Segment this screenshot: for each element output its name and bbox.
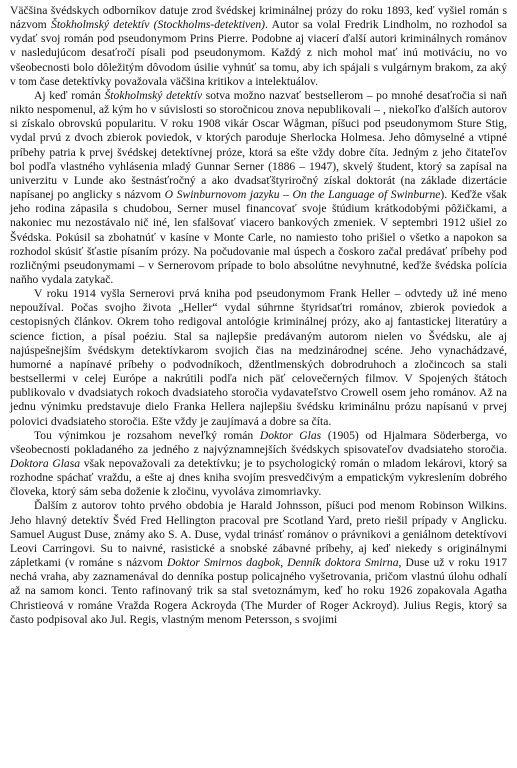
paragraph-1: Väčšina švédskych odborníkov datuje zrod švédskej kriminálnej prózy do roku 1893, keď vyšiel román s názvom Štokholmský detektív (Stockholms-detektiven). Autor sa volal Fredrik Lindholm, no rozhodol sa vydať svoj román pod pseudonymom Prins Pierre. Podobne aj viacerí ďalší autori kriminálnych románov v nasledujúcom desaťročí písali pod pseudonymom. Každý z nich mohol mať inú motiváciu, no vo všeobecnosti bolo dôležitým dôvodom úsilie vyhnúť sa tomu, aby ich spájali s vulgárnym brakom, za aký v tom čase detektívky považovala väčšina kritikov a intelektuálov.	[10, 4, 507, 88]
paragraph-3: V roku 1914 vyšla Sernerovi prvá kniha pod pseudonymom Frank Heller – odvtedy už iné meno nepoužíval. Počas svojho života „Heller“ vydal súhrnne štyridsaťtri románov, zbierok poviedok a cestopisných článkov. Okrem toho redigoval antológie kriminálnej prózy, ako aj fantastickej literatúry a science fiction, a písal poéziu. Stal sa najlepšie predávaným autorom nielen vo Švédsku, ale aj najúspešnejším švédskym detektívkarom svojich čias na medzinárodnej scéne. Jeho vynachádzavé, humorné a napínavé príbehy o podvodníkoch, džentlmenských dobrodruhoch a zločincoch sa stali bestsellermi v celej Európe a nakrútili podľa nich päť celovečerných filmov. V Spojených štátoch publikovalo v dvadsiatych rokoch dvadsiateho storočia vydavateľstvo Crowell osem jeho románov. Až na jednu výnimku predstavuje dielo Franka Hellera najlepšiu švédsku kriminálnu prózu napísanú v prvej polovici dvadsiateho storočia. Ešte vždy je zaujímavá a dobre sa číta.	[10, 287, 507, 428]
paragraph-2: Aj keď román Štokholmský detektív sotva možno nazvať bestsellerom – po mnohé desaťročia si naň nikto nespomenul, až kým ho v súvislosti so storočnicou znova nepublikovali – , niekoľko ďalších autorov si získalo obrovskú popularitu. V roku 1908 vikár Oscar Wågman, píšuci pod pseudonymom Sture Stig, vydal prvú z dvoch zbierok poviedok, v ktorých paroduje Sherlocka Holmesa. Jeho dômyselné a vtipné príbehy patria k prvej švédskej detektívnej próze, ktorá sa ešte vždy dobre číta. Jedným z jeho čitateľov bol podľa vlastného vyhlásenia mladý Gunnar Serner (1886 – 1947), skvelý študent, ktorý sa zapísal na univerzitu v Lunde ako šestnásťročný a ako dvadsaťštyriročný získal doktorát (na základe dizertácie napísanej po anglicky s názvom O Swinburnovom jazyku – On the Language of Swinburne). Keďže však jeho rodina zápasila s chudobou, Serner musel financovať svoje štúdium krátkodobými pôžičkami, a nakoniec mu nezostávalo nič iné, len sfalšovať viacero bankových zmeniek. V septembri 1912 ušiel zo Švédska. Pokúsil sa zbohatnúť v kasíne v Monte Carle, no namiesto toho prišiel o všetko a napokon sa rozhodol skúsiť šťastie písaním prózy. Na počudovanie mal úspech a čoskoro začal predávať príbehy pod rozličnými pseudonymami – v Sernerovom prípade to bolo absolútne nevyhnutné, keďže švédska polícia naňho vydala zatykač.	[10, 88, 507, 286]
paragraph-5: Ďalším z autorov tohto prvého obdobia je Harald Johnsson, píšuci pod menom Robinson Wilkins. Jeho hlavný detektív Švéd Fred Hellington pracoval pre Scotland Yard, preto riešil prípady v Anglicku. Samuel August Duse, známy ako S. A. Duse, vydal trinásť románov o právnikovi a geniálnom detektívovi Leovi Carringovi. Su to naivné, rasistické a snobské zábavné príbehy, aj keď niekedy s originálnymi zápletkami (v románe s názvom Doktor Smirnos dagbok, Denník doktora Smirna, Duse už v roku 1917 nechá vraha, aby zaznamenával do denníka postup policajného vyšetrovania, pričom vlastnú úlohu odhalí až na samom konci. Tento rafinovaný trik sa stal svetoznámym, keď ho roku 1926 zopakovala Agatha Christieová v románe Vražda Rogera Ackroyda (The Murder of Roger Ackroyd). Julius Regis, ktorý sa často podpisoval ako Jul. Regis, vlastným menom Petersson, s svojimi	[10, 499, 507, 626]
paragraph-4: Tou výnimkou je rozsahom neveľký román Doktor Glas (1905) od Hjalmara Söderberga, vo všeobecnosti pokladaného za jedného z najvýznamnejších švédskych spisovateľov dvadsiateho storočia. Doktora Glasa však nepovažovali za detektívku; je to psychologický román o mladom lekárovi, ktorý sa rozhodne spáchať vraždu, a ešte aj dnes kniha svojím presvedčivým a empatickým vykreslením dobrého človeka, ktorý sám seba doženie k zločinu, vyvoláva zimomriavky.	[10, 428, 507, 499]
